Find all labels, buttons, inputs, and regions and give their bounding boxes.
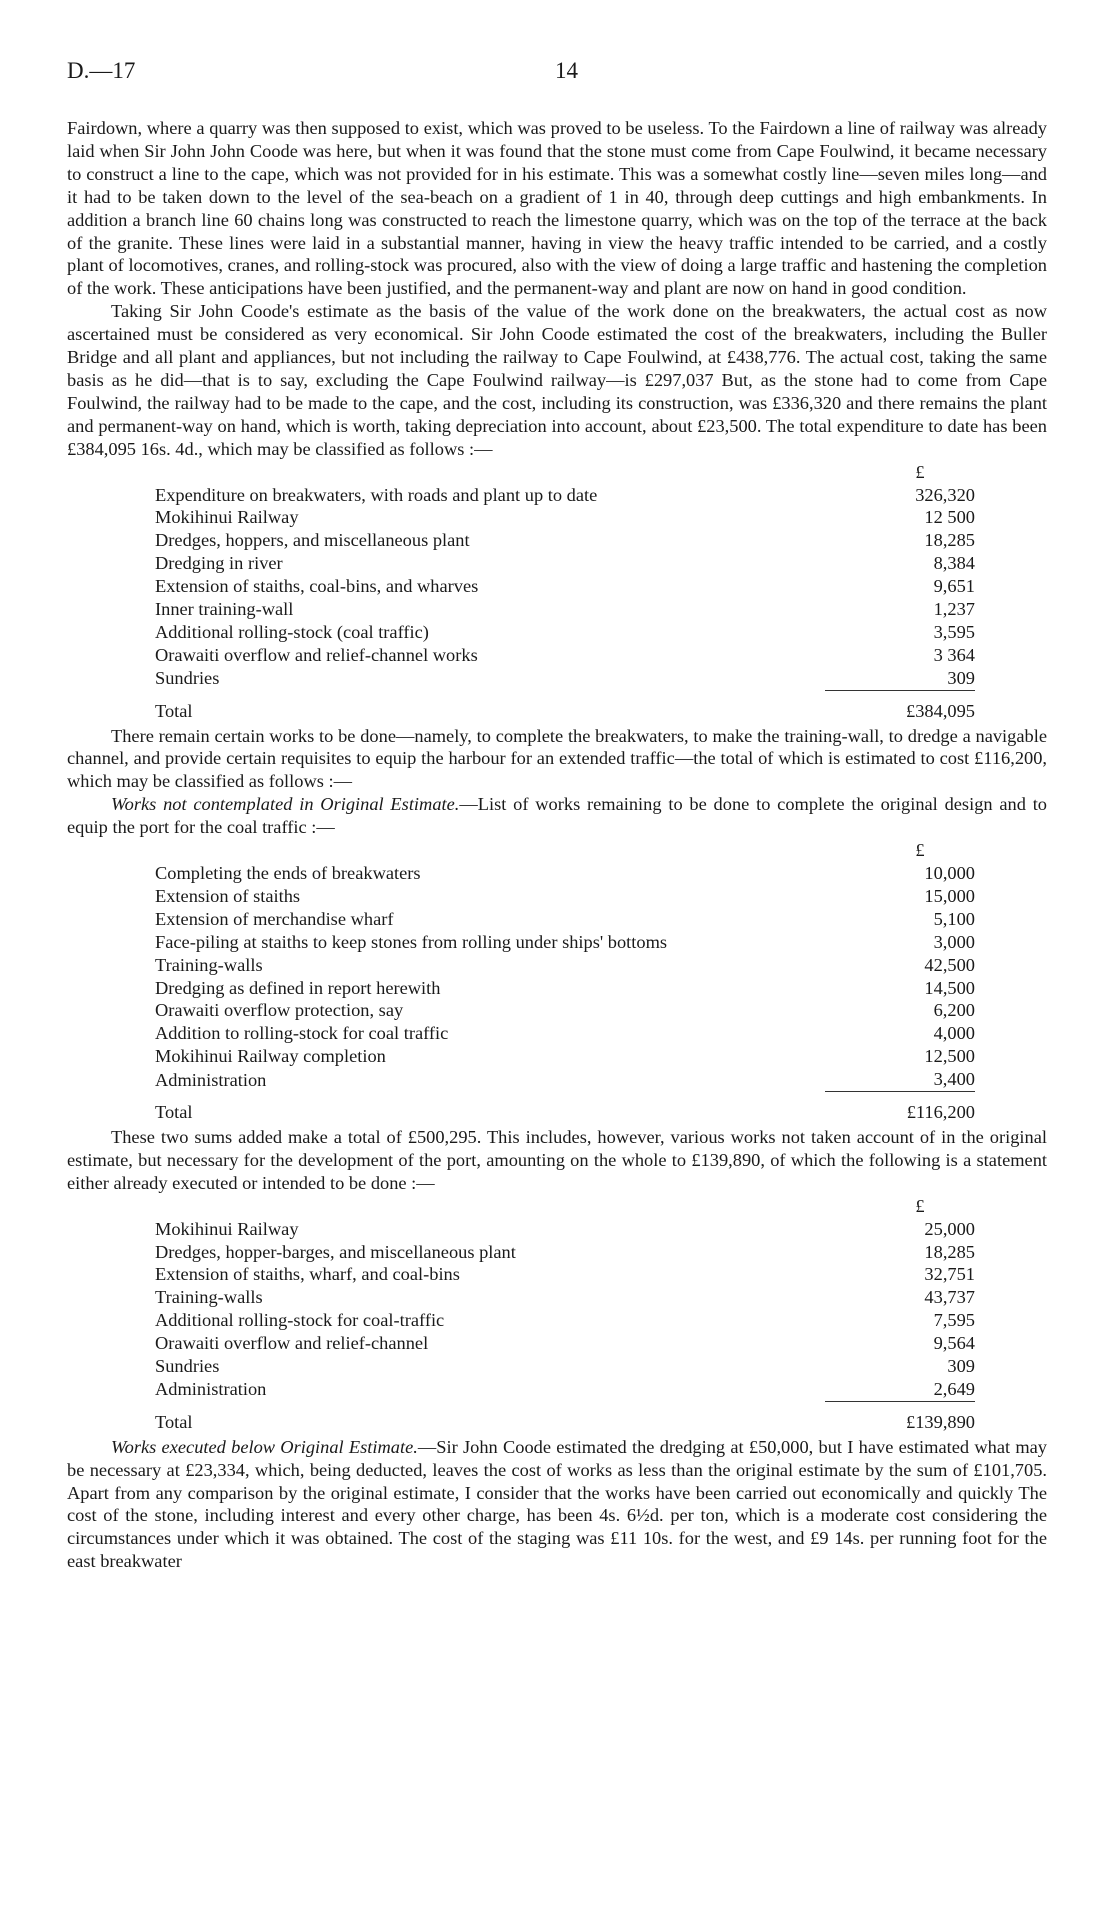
table-row [155,575,975,598]
item-label: Mokihinui Railway completion [155,1046,386,1067]
table-row [155,506,975,529]
item-amount: 25,000 [924,1218,975,1239]
table-row [155,644,975,667]
item-amount: 42,500 [924,954,975,975]
section-heading-text: —Sir John Coode estimated the dredging at £50,000, but I have estimated what may be necessary at £23,334, which, being deducted, leaves the cost of works as less than the original estimate by the sum of £101,705. Apart from any comparison by the original estimate, I consider that the works have been carried out economically and quickly The cost of the stone, including interest and every other charge, has been 4s. 6½d. per ton, which is a moderate cost considering the circumstances under which it was obtained. The cost of the staging was £11 10s. for the west, and £9 14s. per running foot for the east breakwater [67,1436,1048,1572]
item-amount: 18,285 [924,530,975,551]
expenditure-table [67,461,1047,723]
item-label: Extension of staiths, coal-bins, and wharves [155,576,479,597]
item-amount: 32,751 [924,1264,975,1285]
unit-row [155,461,975,484]
table-row [155,999,975,1022]
table-row [155,1355,975,1378]
item-label: Additional rolling-stock for coal-traffic [155,1310,445,1331]
table-row [155,529,975,552]
table-row [155,931,975,954]
item-amount: 326,320 [915,484,975,505]
paragraph-works-not-contemplated [67,793,1047,839]
item-amount: 3,595 [933,621,975,642]
unit-row [155,839,975,862]
paragraph-cost-comparison: Taking Sir John Coode's estimate as the basis of the value of the work done on the breakwaters, the actual cost as now ascertained must be considered as very economical. Sir John Coode estimated the cost of the breakwaters, including the Buller Bridge and all plant and appliances, but not including the railway to Cape Foulwind, at £438,776. The actual cost, taking the same basis as he did—that is to say, excluding the Cape Foulwind railway—is £297,037 But, as the stone had to come from Cape Foulwind, the railway had to be made to the cape, and the cost, including its construction, was £336,320 and there remains the plant and permanent-way on hand, which is worth, taking depreciation into account, about £23,500. The total expenditure to date has been £384,095 16s. 4d., which may be classified as follows :— [67,301,1047,459]
section-heading-text: —List of works remaining to be done to complete the original design and to equip the port for the coal traffic :— [67,794,1047,838]
total-label: Total [155,700,193,721]
table-row [155,1068,975,1091]
table-row [155,885,975,908]
item-amount: 6,200 [933,1000,975,1021]
currency-unit: £ [915,461,925,482]
table-row [155,484,975,507]
item-amount: 8,384 [933,553,975,574]
item-label: Completing the ends of breakwaters [155,863,421,883]
item-amount: 4,000 [933,1023,975,1044]
item-label: Dredges, hoppers, and miscellaneous plant [155,530,470,551]
page-number: 14 [555,58,578,83]
item-amount: 15,000 [924,885,975,906]
total-row [155,1092,975,1124]
section-heading-italic: Works not contemplated in Original Estimate. [111,794,460,815]
table-row [155,621,975,644]
item-label: Administration [155,1379,267,1400]
table-row [155,1218,975,1241]
unit-row [155,1195,975,1218]
item-label: Dredging in river [155,553,283,574]
document-body [67,117,1047,1573]
item-label: Extension of staiths, wharf, and coal-bins [155,1264,460,1285]
total-amount: £384,095 [825,690,975,722]
item-amount: 10,000 [924,863,975,883]
paragraph-remaining-works: There remain certain works to be done—namely, to complete the breakwaters, to make the training-wall, to dredge a navigable channel, and provide certain requisites to equip the harbour for an extended traffic—the total of which is estimated to cost £116,200, which may be classified as follows :— [67,725,1047,792]
item-label: Training-walls [155,954,263,975]
item-label: Addition to rolling-stock for coal traffic [155,1023,449,1044]
table-row [155,1378,975,1401]
table-row [155,1332,975,1355]
item-amount: 1,237 [933,599,975,620]
remaining-works-table [67,839,1047,1124]
item-amount: 309 [947,667,975,688]
table-row [155,667,975,690]
item-label: Sundries [155,668,220,689]
total-row [155,690,975,722]
currency-unit: £ [915,840,925,861]
table-row [155,552,975,575]
table-row [155,977,975,1000]
total-amount: £139,890 [825,1401,975,1433]
table-row [155,1309,975,1332]
total-row [155,1401,975,1433]
item-amount: 9,564 [933,1333,975,1354]
item-label: Orawaiti overflow and relief-channel [155,1333,429,1354]
table-row [155,1241,975,1264]
item-label: Mokihinui Railway [155,1218,299,1239]
item-amount: 12 500 [924,507,975,528]
item-label: Additional rolling-stock (coal traffic) [155,621,429,642]
table-row [155,954,975,977]
table-row [155,862,975,885]
paragraph-railway-lines: Fairdown, where a quarry was then supposed to exist, which was proved to be useless. To the Fairdown a line of railway was already laid when Sir John John Coode was here, but when it was found that the stone must come from Cape Foulwind, it became necessary to construct a line to the cape, which was not provided for in his estimate. This was a somewhat costly line—seven miles long—and it had to be taken down to the level of the sea-beach on a gradient of 1 in 40, through deep cuttings and high embankments. In addition a branch line 60 chains long was constructed to reach the limestone quarry, which was on the top of the terrace at the back of the granite. These lines were laid in a substantial manner, having in view the heavy traffic intended to be carried, and a costly plant of locomotives, cranes, and rolling-stock was procured, also with the view of doing a large traffic and hastening the completion of the work. These anticipations have been justified, and the permanent-way and plant are now on hand in good condition. [67,118,1047,299]
item-label: Administration [155,1069,267,1090]
table-row [155,1045,975,1068]
section-heading-italic: Works executed below Original Estimate. [111,1436,418,1457]
item-amount: 3 364 [933,644,975,665]
item-amount: 7,595 [933,1310,975,1331]
item-amount: 2,649 [933,1378,975,1399]
item-amount: 309 [947,1356,975,1377]
item-label: Mokihinui Railway [155,507,299,528]
item-amount: 18,285 [924,1241,975,1262]
table-row [155,1263,975,1286]
document-reference: D.—17 [67,58,136,83]
table-row [155,598,975,621]
item-amount: 5,100 [933,908,975,929]
item-label: Face-piling at staiths to keep stones from rolling under ships' bottoms [155,931,668,952]
total-amount: £116,200 [825,1092,975,1124]
additional-works-table [67,1195,1047,1434]
item-label: Dredging as defined in report herewith [155,977,441,998]
item-label: Dredges, hopper-barges, and miscellaneous plant [155,1241,516,1262]
item-label: Extension of staiths [155,885,301,906]
item-label: Sundries [155,1356,220,1377]
item-label: Orawaiti overflow protection, say [155,1000,404,1021]
item-amount: 9,651 [933,576,975,597]
item-label: Expenditure on breakwaters, with roads and plant up to date [155,484,598,505]
item-amount: 3,400 [933,1069,975,1090]
item-amount: 43,737 [924,1287,975,1308]
table-row [155,1022,975,1045]
paragraph-two-sums: These two sums added make a total of £500,295. This includes, however, various works not taken account of in the original estimate, but necessary for the development of the port, amounting on the whole to £139,890, of which the following is a statement either already executed or intended to be done :— [67,1126,1047,1193]
item-amount: 14,500 [924,977,975,998]
item-label: Extension of merchandise wharf [155,908,394,929]
item-label: Inner training-wall [155,599,294,620]
item-amount: 3,000 [933,931,975,952]
item-amount: 12,500 [924,1046,975,1067]
item-label: Orawaiti overflow and relief-channel works [155,644,478,665]
table-row [155,1286,975,1309]
currency-unit: £ [915,1195,925,1216]
page-header [67,58,1047,90]
item-label: Training-walls [155,1287,263,1308]
table-row [155,908,975,931]
total-label: Total [155,1411,193,1432]
total-label: Total [155,1102,193,1123]
paragraph-works-below-estimate [67,1436,1047,1573]
